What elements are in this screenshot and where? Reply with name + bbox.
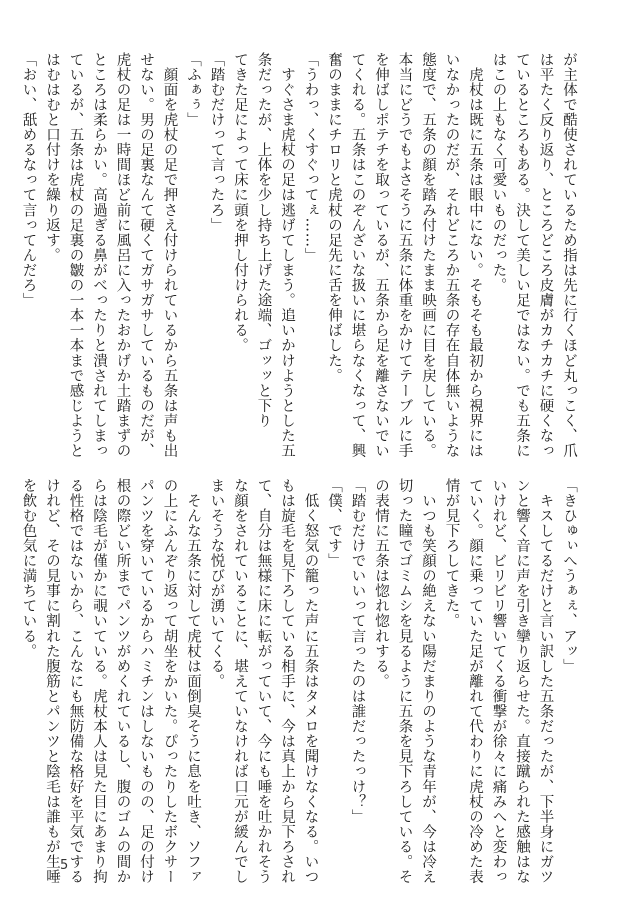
text-line: 虎杖の足は一時間ほど前に風呂に入ったおかげか土踏まずの (114, 52, 131, 459)
page-number: 5 (60, 858, 69, 873)
text-line: て、自分は無様に床に転がっていて、今にも唾を吐かれそう (255, 478, 272, 885)
text-line: な顔をされていることに、堪えていなければ口元が緩んでし (232, 478, 248, 885)
text-line: 「僕、です」 (326, 478, 342, 569)
text-line: 根の際どい所までパンツがめくれているし、腹のゴムの間か (114, 478, 131, 885)
text-line: てきた足によって床に頭を押し付けられる。 (232, 52, 248, 353)
text-line: 奮のままにチロリと虎杖の足先に舌を伸ばした。 (326, 52, 342, 384)
text-line: 情が見下ろしてきた。 (443, 478, 460, 629)
text-line: らは陰毛が僅かに覗いている。虎杖本人は見た目にあまり拘 (91, 478, 107, 885)
text-line: もは旋毛を見下ろしている相手に、今は真上から見下ろされ (279, 478, 295, 885)
text-line: の表情に五条は惚れ惚れする。 (373, 478, 389, 689)
text-line: の上にふんぞり返って胡坐をかいた。ぴったりしたボクサー (161, 478, 178, 885)
text-line: いなかったのだが、それどころか五条の存在自体無いような (443, 52, 460, 459)
text-line: は平たく反り返り、ところどころ皮膚がカチカチに硬くなっ (537, 52, 554, 459)
text-line: 低く怒気の籠った声に五条はタメロを聞けなくなる。いつ (302, 478, 319, 885)
text-line: パンツを穿いているからハミチンはしないものの、足の付け (138, 478, 154, 885)
text-line: 虎杖は既に五条は眼中にない。そもそも最初から視界には (467, 52, 483, 459)
text-line: けれど、その見事に割れた腹筋とパンツと陰毛は誰もが生唾 (44, 478, 60, 885)
text-line: ているが、五条は虎杖の足裏の皺の一本一本まで感じようと (67, 52, 84, 459)
text-line: を飲む色気に満ちている。 (20, 478, 37, 659)
text-line: 「おい、舐めるなって言ってんだろ」 (20, 52, 37, 308)
text-block-bottom (20, 478, 580, 885)
text-line: が主体で酷使されているため指は先に行くほど丸っこく、爪 (561, 52, 577, 459)
text-line: 「きひゅぃへうぁぇ、アッ」 (561, 478, 577, 674)
text-line: 態度で、五条の顔を踏み付けたまま映画に目を戻している。 (420, 52, 436, 459)
text-line: はむはむと口付けを繰り返す。 (44, 52, 60, 263)
text-line: ていく。顔に乗っていた足が離れて代わりに虎杖の冷めた表 (467, 478, 483, 885)
text-line: を伸ばしポテチを取っているが、五条から足を離さないでい (373, 52, 389, 459)
text-line: てくれる。五条はこのぞんざいな扱いに堪らなくなって、興 (349, 52, 366, 459)
text-line: いつも笑顔の絶えない陽だまりのような青年が、今は冷え (420, 478, 436, 885)
text-line: る性格ではないから、こんなにも無防備な格好を平気でする (67, 478, 84, 885)
text-line: 「うわっ、くすぐってぇ……」 (302, 52, 319, 263)
text-line: 条だったが、上体を少し持ち上げた途端、ゴッッと下り (255, 52, 272, 429)
text-line: ンと響く音に声を引き攣り返らせた。直接蹴られた感触はな (514, 478, 530, 885)
text-line: そんな五条に対して虎杖は面倒臭そうに息を吐き、ソファ (185, 478, 201, 885)
text-line: 本当にどうでもよさそうに五条に体重をかけてテーブルに手 (396, 52, 413, 459)
text-line: 切った瞳でゴミムシを見るように五条を見下ろしている。そ (396, 478, 413, 885)
text-line: 「踏むだけって言ったろ」 (208, 52, 225, 233)
text-block-top (20, 52, 580, 459)
text-line: 「踏むだけでいいって言ったのは誰だったっけ？」 (349, 478, 366, 825)
text-line: いけれど、ビリビリ響いてくる衝撃が徐々に痛みへと変わっ (490, 478, 507, 885)
text-line: 顔面を虎杖の足で押さえ付けられているから五条は声も出 (161, 52, 178, 459)
text-line: せない。男の足裏なんて硬くてガサガサしているものだが、 (138, 52, 154, 459)
text-line: まいそうな悦びが湧いてくる。 (208, 478, 225, 689)
text-line: キスしてるだけと言い訳した五条だったが、下半身にガツ (537, 478, 554, 885)
text-line: すぐさま虎杖の足は逃げてしまう。追いかけようとした五 (279, 52, 295, 459)
text-line: ているところもある。決して美しい足ではない。でも五条に (514, 52, 530, 459)
text-line: はこの上もなく可愛いものだった。 (490, 52, 507, 293)
text-line: ところは柔らかい。高過ぎる鼻がべったりと潰されてしまっ (91, 52, 107, 459)
text-line: 「ふぁぅ」 (185, 52, 201, 128)
